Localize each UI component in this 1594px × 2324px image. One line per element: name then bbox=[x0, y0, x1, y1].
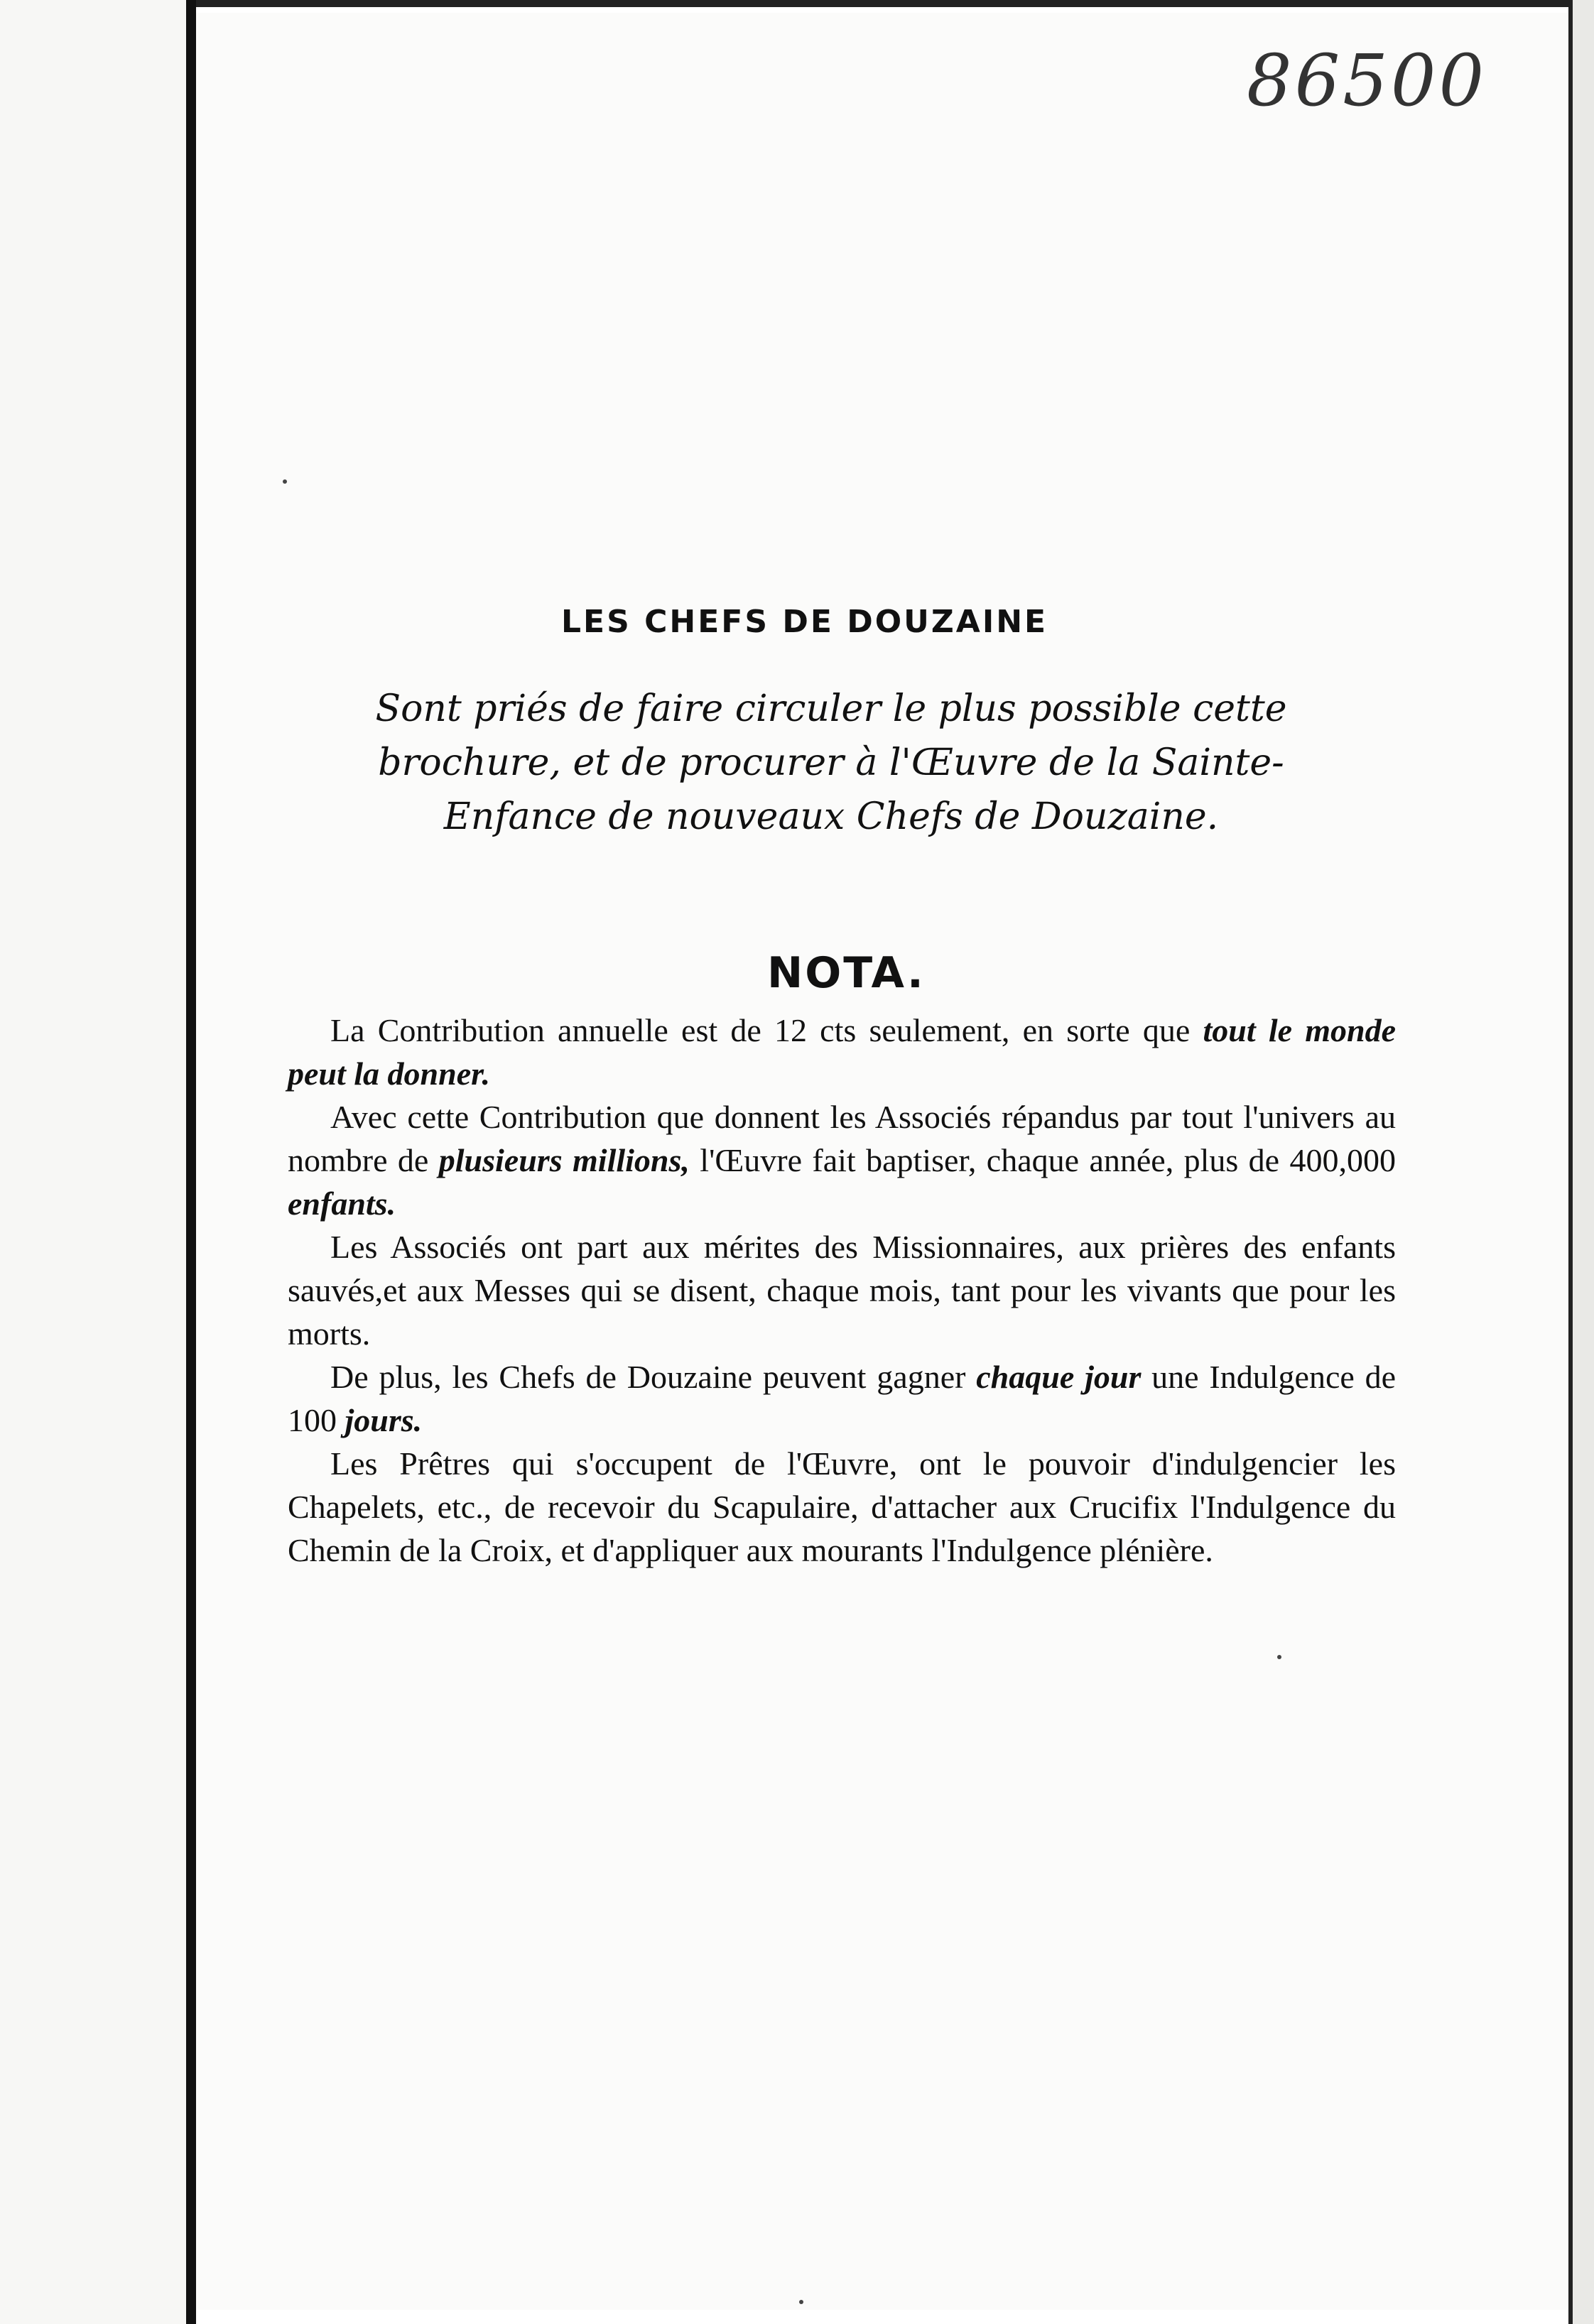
paragraph-text: l'Œuvre fait baptiser, chaque année, plus de 400,000 bbox=[689, 1142, 1397, 1178]
document-heading: LES CHEFS DE DOUZAINE bbox=[561, 604, 1048, 640]
scan-speck bbox=[799, 2300, 803, 2304]
paragraph-emphasis: plusieurs millions, bbox=[438, 1142, 690, 1178]
paragraph-contribution bbox=[288, 1009, 1396, 1095]
paragraph-text: une Indulgence de 100 bbox=[288, 1359, 1397, 1438]
paragraph-emphasis: chaque jour bbox=[976, 1359, 1142, 1395]
right-page-edge bbox=[1568, 0, 1594, 2324]
paragraph-associates bbox=[288, 1095, 1396, 1225]
paragraph-priests: Les Prêtres qui s'occupent de l'Œuvre, ont le pouvoir d'indulgencier les Chapelets, etc., de recevoir du Scapulaire, d'attacher aux Crucifix l'Indulgence du Chemin de la Croix, et d'appliquer aux mourants l'Indulgence plénière. bbox=[288, 1445, 1396, 1568]
nota-title: NOTA. bbox=[767, 948, 926, 998]
paragraph-emphasis: tout le monde peut la donner. bbox=[288, 1012, 1396, 1092]
paragraph-text: Avec cette Contribution que donnent les Associés répandus par tout l'univers au nombre de bbox=[288, 1099, 1396, 1178]
italic-appeal: Sont priés de faire circuler le plus possible cette brochure, et de procurer à l'Œuvre de la Sainte-Enfance de nouveaux Chefs de Douzaine. bbox=[375, 688, 1287, 838]
paragraph-emphasis: jours. bbox=[345, 1402, 423, 1438]
left-page-margin bbox=[0, 0, 186, 2324]
paragraph-text: La Contribution annuelle est de 12 cts seulement, en sorte que bbox=[330, 1012, 1203, 1048]
nota-body bbox=[288, 1009, 1396, 1572]
handwritten-catalog-number: 86500 bbox=[1247, 39, 1487, 122]
binding-edge bbox=[186, 0, 196, 2324]
paragraph-merits: Les Associés ont part aux mérites des Missionnaires, aux prières des enfants sauvés,et aux Messes qui se disent, chaque mois, tant pour les vivants que pour les morts. bbox=[288, 1229, 1396, 1352]
paragraph-indulgence bbox=[288, 1355, 1396, 1442]
scan-speck bbox=[1277, 1655, 1281, 1659]
top-page-edge bbox=[196, 0, 1574, 7]
paragraph-text: De plus, les Chefs de Douzaine peuvent gagner bbox=[330, 1359, 977, 1395]
scan-speck bbox=[283, 479, 287, 484]
paragraph-emphasis: enfants. bbox=[288, 1185, 396, 1222]
